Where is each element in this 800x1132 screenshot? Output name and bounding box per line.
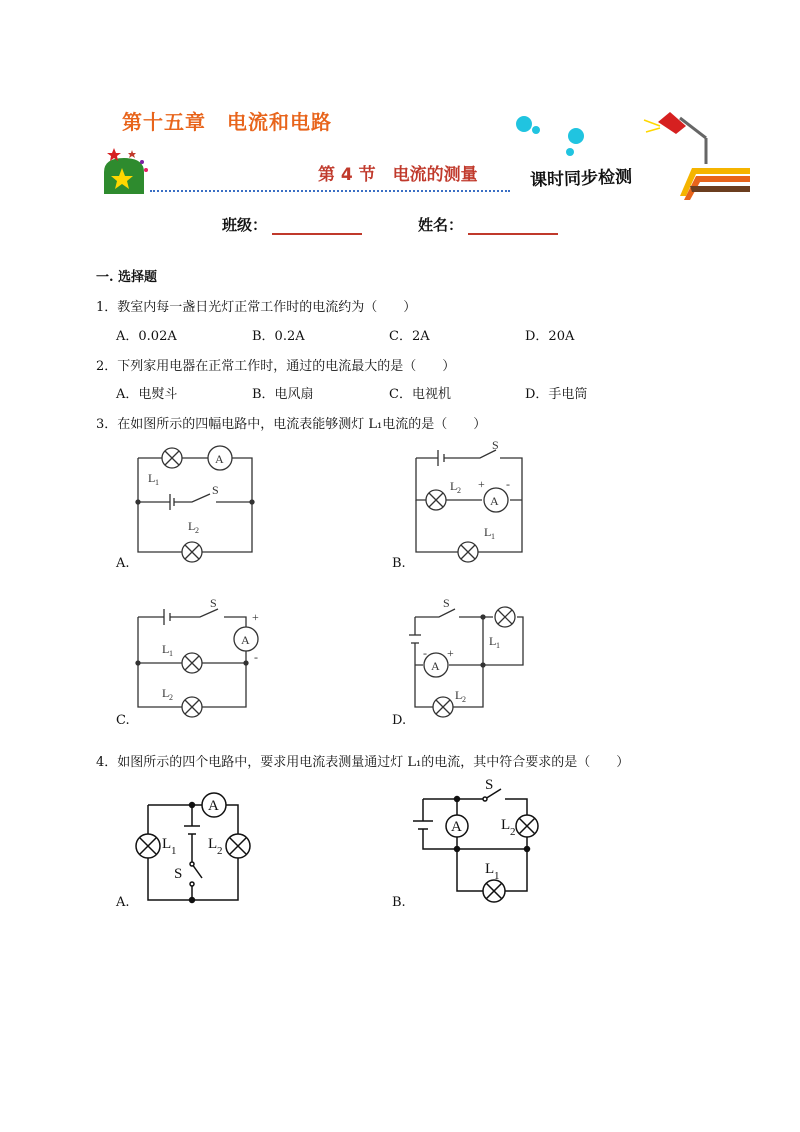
svg-text:+: + bbox=[447, 646, 454, 660]
q1-option-c[interactable]: C．2A bbox=[389, 329, 430, 344]
svg-text:1: 1 bbox=[494, 870, 500, 882]
svg-text:+: + bbox=[252, 610, 259, 624]
svg-text:A: A bbox=[490, 494, 499, 508]
svg-text:A: A bbox=[215, 452, 224, 466]
svg-text:-: - bbox=[423, 646, 427, 660]
q3-circuit-c bbox=[130, 595, 270, 725]
svg-text:1: 1 bbox=[155, 478, 159, 487]
q2-option-d[interactable]: D．手电筒 bbox=[525, 387, 588, 402]
q3-circuit-a bbox=[130, 440, 260, 565]
q3-option-d[interactable]: D. bbox=[392, 713, 407, 728]
question-1-stem: 1．教室内每一盏日光灯正常工作时的电流约为（ ） bbox=[96, 300, 417, 315]
q4-option-a[interactable]: A. bbox=[116, 895, 130, 910]
name-input-line[interactable] bbox=[468, 217, 558, 235]
svg-text:2: 2 bbox=[217, 845, 223, 857]
svg-text:2: 2 bbox=[195, 526, 199, 535]
svg-text:2: 2 bbox=[457, 486, 461, 495]
svg-text:S: S bbox=[485, 777, 494, 793]
q4-circuit-b bbox=[405, 775, 550, 910]
q4-circuit-a bbox=[130, 790, 255, 910]
q3-option-c[interactable]: C. bbox=[116, 713, 130, 728]
chapter-title: 第十五章 电流和电路 bbox=[122, 110, 332, 134]
star-logo-icon bbox=[100, 146, 152, 198]
svg-text:L: L bbox=[162, 836, 172, 852]
svg-text:1: 1 bbox=[491, 532, 495, 541]
svg-text:-: - bbox=[254, 650, 258, 664]
header-divider bbox=[150, 190, 510, 192]
question-3-stem: 3．在如图所示的四幅电路中，电流表能够测灯 L₁电流的是（ ） bbox=[96, 417, 487, 432]
q3-circuit-b bbox=[410, 440, 530, 570]
svg-text:L: L bbox=[489, 634, 497, 648]
q3-option-a[interactable]: A. bbox=[116, 556, 130, 571]
q1-option-d[interactable]: D．20A bbox=[525, 329, 575, 344]
svg-text:1: 1 bbox=[496, 641, 500, 650]
svg-text:2: 2 bbox=[169, 693, 173, 702]
svg-text:S: S bbox=[212, 483, 219, 497]
svg-text:+: + bbox=[478, 477, 485, 491]
q3-circuit-d bbox=[405, 595, 535, 730]
question-4-stem: 4．如图所示的四个电路中，要求用电流表测量通过灯 L₁的电流，其中符合要求的是（ ） bbox=[96, 755, 630, 770]
q3-option-b[interactable]: B. bbox=[392, 556, 406, 571]
svg-text:L: L bbox=[188, 519, 196, 533]
q2-option-c[interactable]: C．电视机 bbox=[389, 387, 451, 402]
svg-text:L: L bbox=[485, 861, 495, 877]
badge-label: 课时同步检测 bbox=[529, 167, 633, 191]
svg-text:A: A bbox=[241, 633, 250, 647]
svg-text:L: L bbox=[484, 525, 492, 539]
class-field bbox=[222, 214, 362, 235]
svg-text:L: L bbox=[455, 688, 463, 702]
svg-text:2: 2 bbox=[510, 826, 516, 838]
svg-text:L: L bbox=[148, 471, 156, 485]
name-label: 姓名： bbox=[418, 216, 464, 234]
section-title: 第 4 节 电流的测量 bbox=[318, 165, 478, 185]
svg-text:L: L bbox=[162, 686, 170, 700]
question-2-stem: 2．下列家用电器在正常工作时，通过的电流最大的是（ ） bbox=[96, 359, 456, 374]
svg-text:S: S bbox=[492, 440, 499, 452]
class-input-line[interactable] bbox=[272, 217, 362, 235]
svg-text:L: L bbox=[162, 642, 170, 656]
svg-text:L: L bbox=[450, 479, 458, 493]
svg-text:L: L bbox=[208, 836, 218, 852]
svg-text:A: A bbox=[451, 819, 462, 835]
q2-option-b[interactable]: B．电风扇 bbox=[252, 387, 314, 402]
svg-text:-: - bbox=[506, 477, 510, 491]
svg-text:S: S bbox=[443, 596, 450, 610]
q1-option-a[interactable]: A．0.02A bbox=[116, 329, 177, 344]
class-label: 班级： bbox=[222, 216, 268, 234]
svg-text:1: 1 bbox=[169, 649, 173, 658]
q1-option-b[interactable]: B．0.2A bbox=[252, 329, 305, 344]
svg-text:S: S bbox=[210, 596, 217, 610]
svg-text:1: 1 bbox=[171, 845, 177, 857]
part-title: 一. 选择题 bbox=[96, 270, 158, 285]
q2-option-a[interactable]: A．电熨斗 bbox=[116, 387, 178, 402]
svg-text:A: A bbox=[208, 798, 219, 814]
q4-option-b[interactable]: B. bbox=[392, 895, 406, 910]
svg-text:S: S bbox=[174, 866, 183, 882]
svg-text:2: 2 bbox=[462, 695, 466, 704]
svg-text:L: L bbox=[501, 817, 511, 833]
name-field bbox=[418, 214, 558, 235]
svg-text:A: A bbox=[431, 659, 440, 673]
